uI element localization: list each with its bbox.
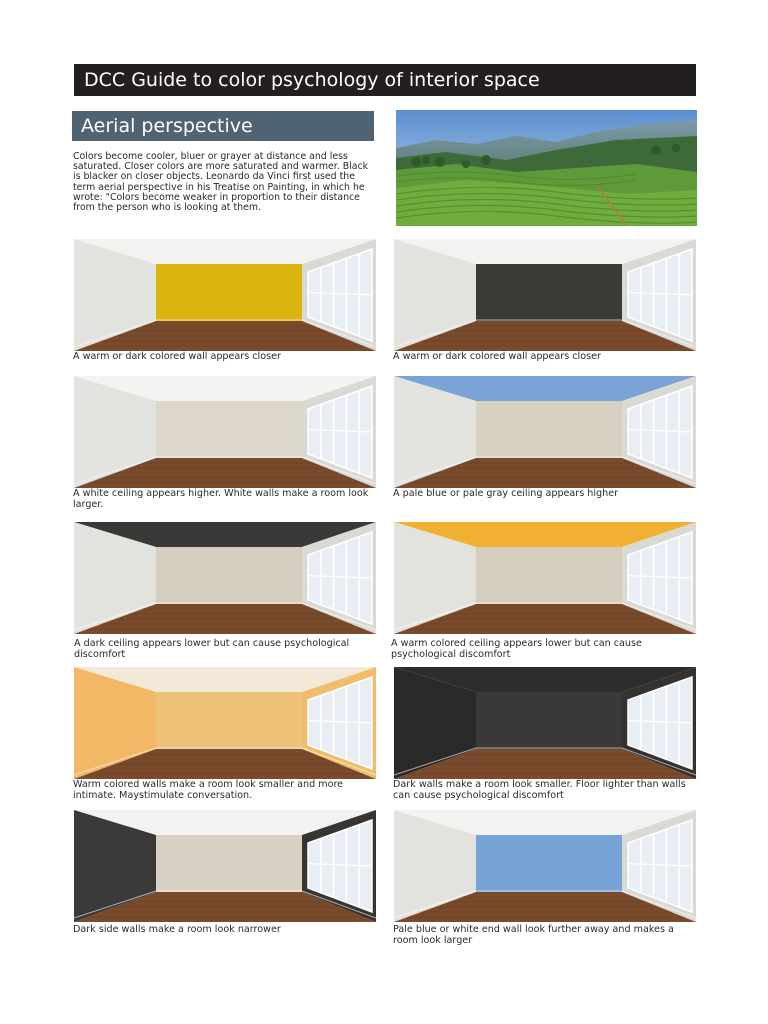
room-caption: Dark side walls make a room look narrower (73, 924, 281, 935)
room-illustration (74, 376, 376, 488)
page-title: DCC Guide to color psychology of interior space (74, 64, 696, 96)
back-wall (156, 401, 302, 458)
room-caption: Pale blue or white end wall look further away and makes a room look larger (393, 924, 674, 946)
room-illustration (74, 667, 376, 779)
room-illustration (74, 522, 376, 634)
back-wall (156, 835, 302, 892)
back-wall (476, 692, 622, 749)
room-caption: A white ceiling appears higher. White walls make a room look larger. (73, 488, 369, 510)
back-wall (476, 835, 622, 892)
room-illustration (74, 810, 376, 922)
room-illustration (394, 810, 696, 922)
room-illustration (394, 376, 696, 488)
room-caption: Warm colored walls make a room look smaller and more intimate. Maystimulate conversation. (73, 779, 344, 801)
back-wall (156, 547, 302, 604)
room-caption: A pale blue or pale gray ceiling appears higher (393, 488, 619, 499)
room-illustration (394, 239, 696, 351)
room-illustration (394, 522, 696, 634)
room-caption: A dark ceiling appears lower but can cause psychological discomfort (74, 638, 350, 660)
room-caption: Dark walls make a room look smaller. Floor lighter than walls can cause psychological discomfort (393, 779, 686, 801)
room-illustration (394, 667, 696, 779)
back-wall (476, 401, 622, 458)
room-caption: A warm colored ceiling appears lower but can cause psychological discomfort (391, 638, 642, 660)
room-caption: A warm or dark colored wall appears closer (73, 351, 281, 362)
room-caption: A warm or dark colored wall appears closer (393, 351, 601, 362)
intro-paragraph: Colors become cooler, bluer or grayer at distance and less saturated. Closer colors are more saturated and warmer. Black is blacker on closer objects. Leonardo da Vinci first used the term aerial perspective in his Treatise on Painting, in which he wrote: "Colors become weaker in proportion to their distance from the person who is looking at them. (73, 151, 369, 214)
room-illustration (74, 239, 376, 351)
back-wall (476, 264, 622, 321)
back-wall (476, 547, 622, 604)
back-wall (156, 692, 302, 749)
section-title: Aerial perspective (72, 111, 374, 141)
back-wall (156, 264, 302, 321)
landscape-photo (396, 110, 697, 226)
